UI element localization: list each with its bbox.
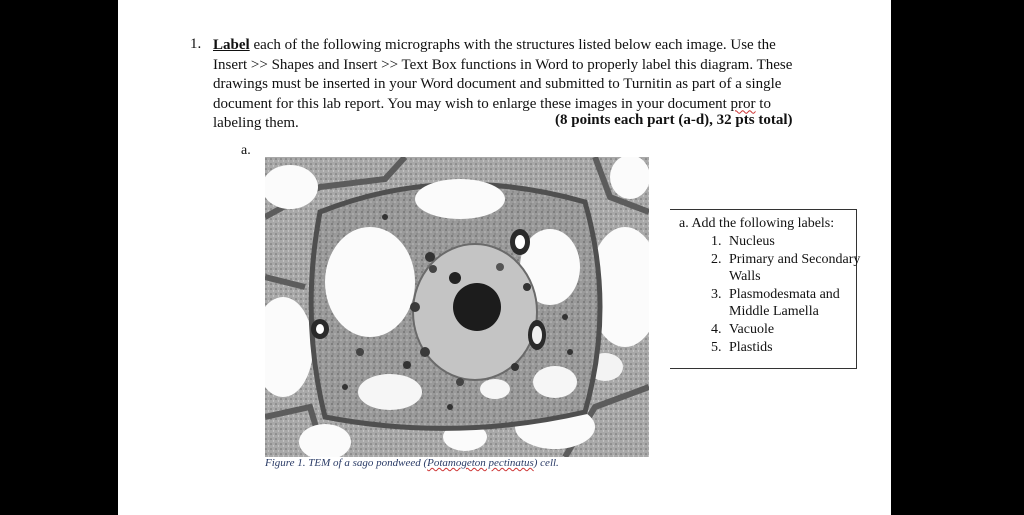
- label-word: Label: [213, 37, 250, 53]
- caption-prefix: Figure 1. TEM of a sago pondweed (: [265, 457, 428, 469]
- labels-list: [702, 233, 865, 356]
- question-text-part2: to labeling them.: [213, 95, 771, 131]
- caption-species: Potamogeton pectinatus: [427, 457, 534, 469]
- labels-box-title: a. Add the following labels:: [679, 216, 835, 231]
- question-text-part1: each of the following micrographs with the structures listed below each image. Use the Insert >> Shapes and Insert >> Text Box functions in Word to properly label this diagram. These drawings must be inserted in your Word document and submitted to Turnitin as part of a single document for this lab report. You may wish to enlarge these images in your document: [213, 37, 793, 112]
- micrograph-image[interactable]: [265, 157, 649, 457]
- list-item: 3. Plasmodesmata and Middle Lamella: [725, 286, 865, 321]
- labels-text-box[interactable]: [670, 209, 861, 369]
- caption-suffix: ) cell.: [533, 457, 559, 469]
- list-item: 1. Nucleus: [725, 233, 865, 251]
- misspelled-word[interactable]: pror: [730, 95, 756, 112]
- part-a-label: a.: [241, 143, 251, 158]
- document-page: [118, 0, 891, 515]
- figure-caption: [265, 457, 559, 469]
- points-info: (8 points each part (a-d), 32 pts total): [555, 112, 793, 128]
- question-number: 1.: [190, 36, 202, 52]
- list-item: 2. Primary and Secondary Walls: [725, 251, 865, 286]
- list-item: 5. Plastids: [725, 339, 865, 357]
- micrograph-drawing: [265, 157, 649, 457]
- list-item: 4. Vacuole: [725, 321, 865, 339]
